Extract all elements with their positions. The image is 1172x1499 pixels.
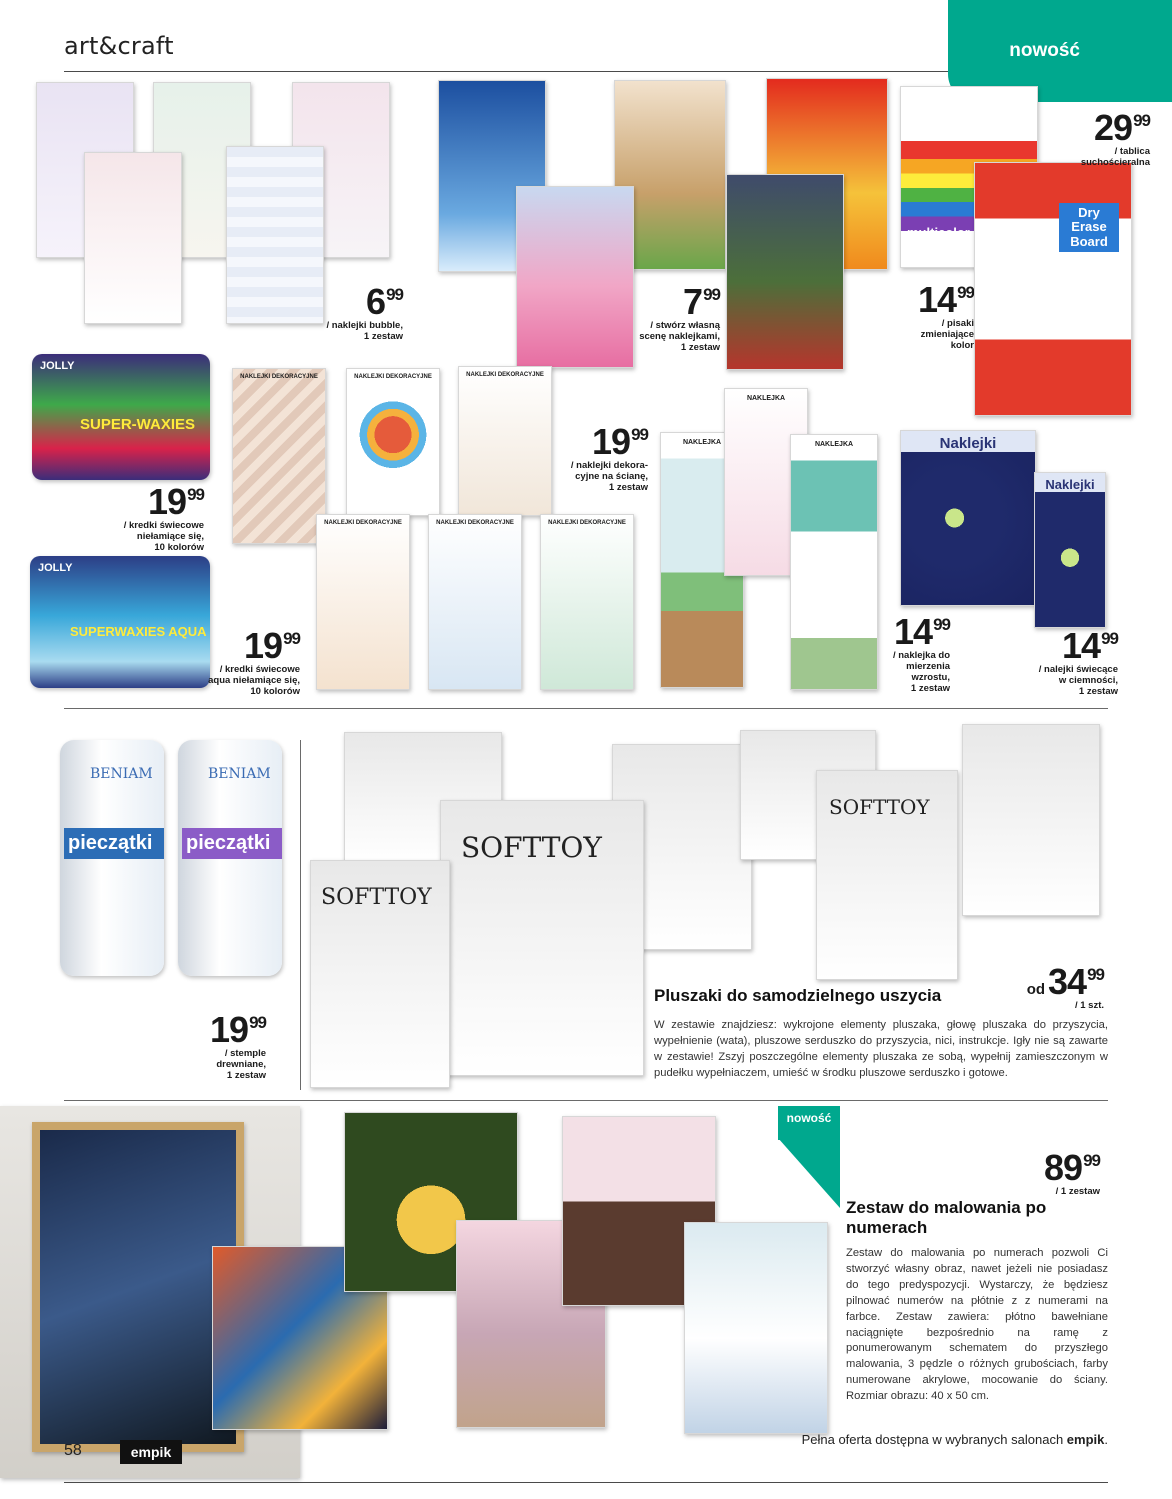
height-sticker-header: NAKLEJKA <box>746 395 786 402</box>
section-title: art&craft <box>64 32 174 60</box>
price-desc: / 1 zestaw <box>1055 1186 1100 1197</box>
alphabet-wall-stickers-image <box>232 368 326 544</box>
price-wooden-stamps: $19^{99}$ / stemple drewniane, 1 zestaw <box>176 1012 266 1082</box>
aqua-crayons-brand: JOLLY <box>38 562 73 574</box>
birds-wall-stickers-image <box>540 514 634 690</box>
rainbow-wall-stickers-image <box>346 368 440 516</box>
price-desc: / nalejki świecące w ciemności, 1 zestaw <box>1038 664 1118 697</box>
plush-brand-label: SOFTTOY <box>829 795 930 819</box>
column-divider <box>300 740 301 1090</box>
dry-erase-board-image <box>974 162 1132 416</box>
footer-note-suffix: . <box>1104 1432 1108 1447</box>
price-desc: / kredki świecowe aqua niełamiące się, 10 kolorów <box>208 664 300 697</box>
glow-stickers-fairy-image <box>900 430 1036 606</box>
paint-feature-title: Zestaw do malowania po numerach <box>846 1198 1047 1238</box>
paint-new-badge-tail <box>778 1138 840 1208</box>
price-glow-stickers: $14^{99}$ / nalejki świecące w ciemności, 1 zestaw <box>1010 628 1118 698</box>
price-paint-by-numbers: $89^{99}$ / 1 zestaw <box>1000 1150 1100 1198</box>
aqua-crayons-name: SUPERWAXIES AQUA <box>70 624 207 639</box>
height-sticker-header: NAKLEJKA <box>814 441 854 448</box>
price-height-chart: $14^{99}$ / naklejka do mierzenia wzrostu, 1 zestaw <box>858 614 950 695</box>
price-wall-stickers: $19^{99}$ / naklejki dekora- cyjne na ścianę, 1 zestaw <box>548 424 648 494</box>
height-sticker-header: NAKLEJKA <box>682 439 722 446</box>
wall-sticker-header: NAKLEJKI DEKORACYJNE <box>548 520 626 526</box>
princess-stickers-image <box>516 186 634 368</box>
price-scene-stickers: $7^{99}$ / stwórz własną scenę naklejkami, 1 zestaw <box>620 284 720 354</box>
unicorn-wall-stickers-image <box>428 514 522 690</box>
price-desc: / stemple drewniane, 1 zestaw <box>216 1048 266 1081</box>
section-divider-1 <box>64 708 1108 709</box>
wall-sticker-header: NAKLEJKI DEKORACYJNE <box>354 374 432 380</box>
price-desc: / naklejki bubble, 1 zestaw <box>326 320 403 342</box>
section-divider-2 <box>64 1100 1108 1101</box>
plush-feature-body: W zestawie znajdziesz: wykrojone elementy pluszaka, głowę pluszaka do przyszycia, wypełnienie (wata), pluszowe serduszko do przyszycia, nici, instrukcje. Igły nie są zawarte w zestawie! Zszyj poszczególne elementy pluszaka ze sobą, wypełnij zamieszczonym w pudełku wypełniaczem, umieść w środku pluszowe serduszko i gotowe. <box>654 1019 1108 1079</box>
footer-note-brand: empik <box>1066 1432 1105 1447</box>
dry-erase-title-label: Dry Erase Board <box>1059 203 1119 252</box>
plush-brand-label: SOFTTOY <box>461 831 602 864</box>
price-color-markers: $14^{99}$ / pisaki zmieniające kolor <box>880 282 974 352</box>
price-aqua-crayons: $19^{99}$ / kredki świecowe aqua niełamiące się, 10 kolorów <box>196 628 300 698</box>
animals-wall-stickers-image <box>458 366 552 516</box>
plush-box-puppy-image <box>440 800 644 1076</box>
ballerina-painting-image <box>684 1222 828 1434</box>
price-bubble-stickers: $6^{99}$ / naklejki bubble, 1 zestaw <box>300 284 403 343</box>
glow-header: Naklejki <box>1035 473 1105 492</box>
avengers-stickers-image <box>726 174 844 370</box>
paint-new-badge: nowość <box>778 1106 840 1140</box>
forest-wall-stickers-image <box>316 514 410 690</box>
plush-box-dog-image <box>816 770 958 980</box>
glow-header: Naklejki <box>901 431 1035 452</box>
plush-feature-title: Pluszaki do samodzielnego uszycia <box>654 986 942 1005</box>
wax-crayons-name: SUPER-WAXIES <box>80 416 196 433</box>
stamp-name-label: pieczątki <box>182 828 282 859</box>
glow-stickers-space-image <box>1034 472 1106 628</box>
price-desc: / stwórz własną scenę naklejkami, 1 zestaw <box>639 320 720 353</box>
price-desc: / 1 szt. <box>1074 1000 1104 1011</box>
stamp-brand-label: BENIAM <box>90 766 153 782</box>
stamp-tube-blue-image <box>60 740 164 976</box>
wax-crayons-tin-image <box>32 354 210 480</box>
stamp-name-label: pieczątki <box>64 828 164 859</box>
wall-sticker-header: NAKLEJKI DEKORACYJNE <box>436 520 514 526</box>
price-desc: / pisaki zmieniające kolor <box>920 318 974 351</box>
bubble-stickers-image-4 <box>84 152 182 324</box>
price-desc: / tablica suchościeralna <box>1080 146 1150 168</box>
stamp-tube-purple-image <box>178 740 282 976</box>
plush-box-bear-2-image <box>962 724 1100 916</box>
wax-crayons-brand: JOLLY <box>40 360 75 372</box>
wall-sticker-header: NAKLEJKI DEKORACYJNE <box>324 520 402 526</box>
price-desc: / naklejka do mierzenia wzrostu, 1 zestaw <box>892 650 950 694</box>
paint-feature-body: Zestaw do malowania po numerach pozwoli Ci stworzyć własny obraz, nawet jeżeli nie posiadasz do tego predyspozycji. Wystarczy, że będziesz pilnować numerów na płótnie z z numerami na farbce. Zestaw zawiera: płótno bawełniane naciągnięte bezpośrednio na ramę z ponumerowanym schematem do przyszłego malowania, 3 pędzle o różnych grubościach, farby numerowane akrylowe, mocowanie do ściany. Rozmiar obrazu: 40 x 50 cm. <box>846 1247 1108 1403</box>
aqua-crayons-tin-image <box>30 556 210 688</box>
empik-logo: empik <box>120 1440 182 1464</box>
wall-sticker-header: NAKLEJKI DEKORACYJNE <box>240 374 318 380</box>
price-dry-erase: $29^{99}$ / tablica suchościeralna <box>1050 110 1150 169</box>
price-plush: $od34^{99}$ / 1 szt. <box>1002 964 1104 1012</box>
footer-note-text: Pełna oferta dostępna w wybranych salonach <box>801 1432 1067 1447</box>
price-desc: / naklejki dekora- cyjne na ścianę, 1 zestaw <box>570 460 648 493</box>
new-badge-label: nowość <box>1009 40 1080 61</box>
plush-box-duck-image <box>310 860 450 1088</box>
page-number: 58 <box>64 1442 82 1459</box>
price-wax-crayons: $19^{99}$ / kredki świecowe niełamiące się, 10 kolorów <box>100 484 204 554</box>
stamp-brand-label: BENIAM <box>208 766 271 782</box>
footer-note <box>802 1432 1108 1447</box>
markers-brand-label: multicolor <box>907 225 970 240</box>
footer-divider <box>64 1482 1108 1483</box>
price-desc: / kredki świecowe niełamiące się, 10 kolorów <box>123 520 204 553</box>
wall-sticker-header: NAKLEJKI DEKORACYJNE <box>466 372 544 378</box>
plush-brand-label: SOFTTOY <box>321 885 432 910</box>
header-divider <box>64 71 948 72</box>
